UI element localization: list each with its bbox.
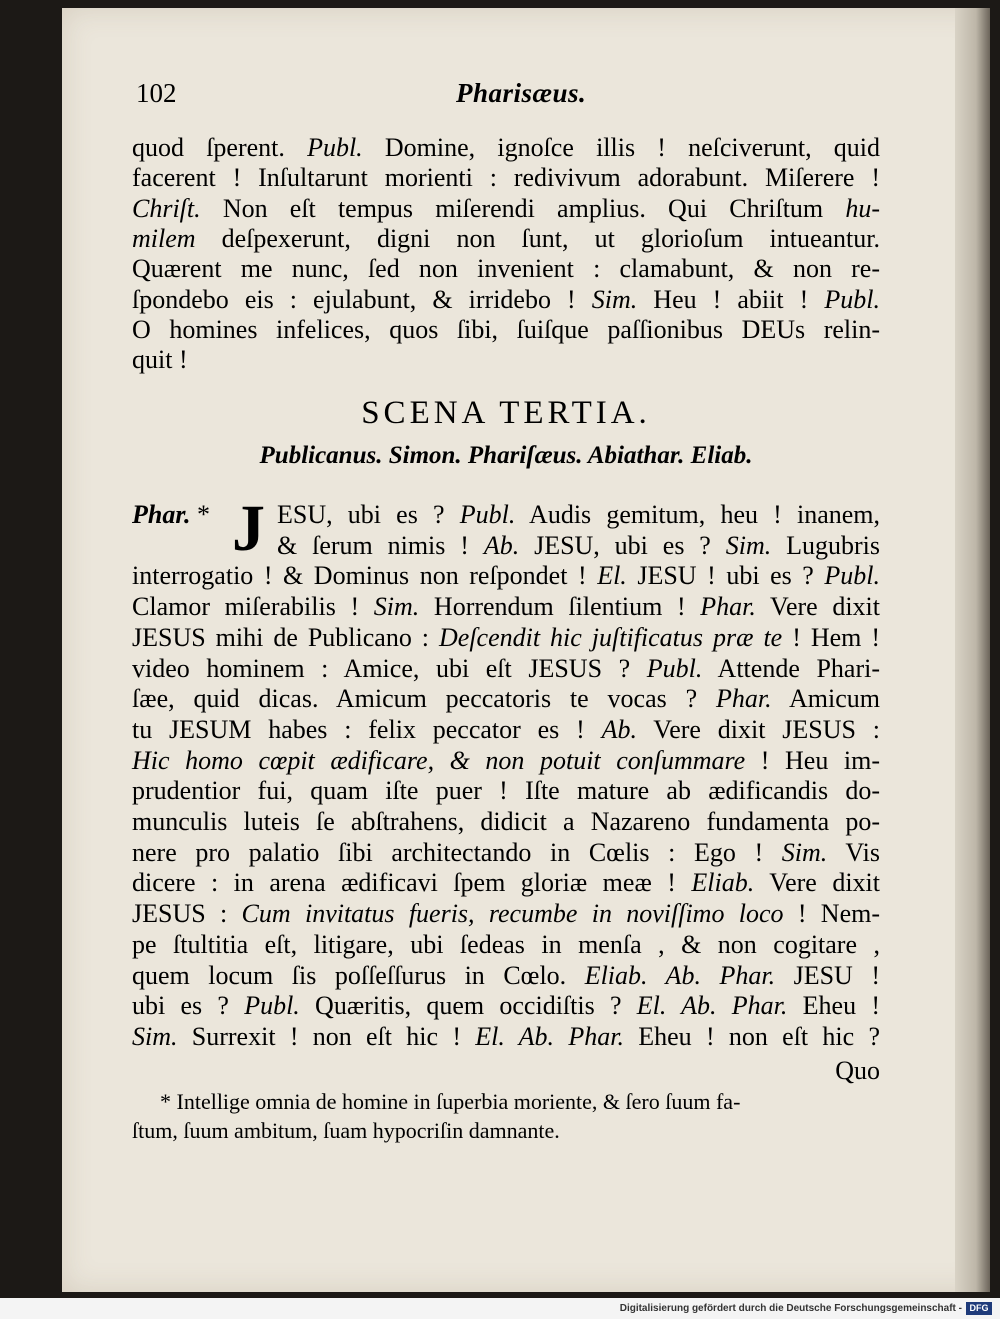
speaker-or-quote: Chriſt.	[132, 193, 201, 223]
footnote-line: * Intellige omnia de homine in ſuperbia moriente, & ſero ſuum fa-	[160, 1089, 741, 1114]
text-line: munculis luteis ſe abſtrahens, didicit a Nazareno fundamenta po-	[132, 807, 880, 836]
drop-cap: J	[232, 492, 265, 565]
text-line: prudentior fui, quam iſte puer ! Iſte mature ab ædificandis do-	[132, 776, 880, 806]
text-line: milem deſpexerunt, digni non ſunt, ut glorioſum intueantur.	[132, 223, 880, 253]
speaker-or-quote: Ab.	[601, 714, 637, 744]
speaker-or-quote: Sim.	[725, 530, 772, 560]
speaker-or-quote: milem	[132, 223, 196, 253]
text-line: Chriſt. Non eſt tempus miſerendi amplius. Qui Chriſtum hu-	[132, 193, 880, 223]
text-line: video hominem : Amice, ubi eſt JESUS ? Publ. Attende Phari-	[132, 653, 880, 683]
speaker-or-quote: Sim.	[781, 837, 828, 867]
speaker-or-quote: Sim.	[591, 284, 638, 314]
speaker-or-quote: Publ.	[824, 561, 880, 591]
speaker-or-quote: Phar.	[715, 684, 772, 714]
speaker-or-quote: Eliab.	[691, 868, 755, 898]
text-line: ubi es ? Publ. Quæritis, quem occidiſtis ? El. Ab. Phar. Eheu !	[132, 991, 881, 1021]
scene-title: SCENA TERTIA.	[361, 395, 651, 431]
speaker-or-quote: Phar.	[700, 592, 756, 622]
speaker-or-quote: El.	[597, 561, 627, 591]
speaker-or-quote: Publ.	[307, 133, 363, 162]
text-line: Quærent me nunc, ſed non invenient : clamabunt, & non re-	[132, 254, 880, 284]
catchword: Quo	[835, 1056, 880, 1085]
text-line: tu JESUM habes : felix peccator es ! Ab. Vere dixit JESUS :	[132, 714, 880, 744]
page-header	[136, 78, 881, 112]
text-line: pe ſtultitia eſt, litigare, ubi ſedeas in menſa , & non cogitare ,	[132, 929, 880, 959]
speaker-or-quote: Publ.	[646, 653, 703, 683]
text-line: nere pro palatio ſibi architectando in Cœlis : Ego ! Sim. Vis	[132, 837, 880, 867]
speaker-or-quote: El. Ab. Phar.	[475, 1021, 624, 1051]
speaker-or-quote: Ab.	[483, 530, 520, 560]
text-line: & ſerum nimis ! Ab. JESU, ubi es ? Sim. Lugubris	[277, 530, 880, 560]
text-line: JESUS : Cum invitatus fueris, recumbe in noviſſimo loco ! Nem-	[132, 899, 881, 929]
text-line: ſæe, quid dicas. Amicum peccatoris te vocas ? Phar. Amicum	[132, 684, 880, 714]
speaker-or-quote: hu-	[845, 193, 880, 223]
speaker-or-quote: El. Ab. Phar.	[636, 991, 788, 1021]
text-line: quem locum ſis poſſeſſurus in Cœlo. Eliab. Ab. Phar. JESU !	[132, 960, 881, 990]
speaker-or-quote: Publ.	[459, 500, 516, 529]
footnote-line: ſtum, ſuum ambitum, ſuam hypocriſin damnante.	[132, 1118, 560, 1143]
text-line: Clamor miſerabilis ! Sim. Horrendum ſilentium ! Phar. Vere dixit	[132, 592, 880, 622]
speaker-or-quote: Phar.	[132, 500, 191, 529]
speaker-or-quote: Deſcendit hic juſtificatus præ te	[439, 622, 783, 652]
page-edge	[955, 8, 990, 1292]
text-line: dicere : in arena ædificavi ſpem gloriæ meæ ! Eliab. Vere dixit	[132, 868, 880, 898]
text-line: Hic homo cœpit ædificare, & non potuit conſummare ! Heu im-	[132, 745, 880, 775]
speaker-or-quote: Sim.	[132, 1021, 178, 1051]
scene-persons: Publicanus. Simon. Phariſæus. Abiathar. Eliab.	[259, 442, 753, 469]
speaker-or-quote: Eliab. Ab. Phar.	[584, 960, 776, 990]
text-line: Sim. Surrexit ! non eſt hic ! El. Ab. Phar. Eheu ! non eſt hic ?	[132, 1021, 880, 1051]
text-line: quit !	[132, 345, 188, 375]
running-head: Pharisæus.	[456, 78, 587, 108]
speaker-or-quote: Publ.	[824, 284, 880, 314]
speaker-or-quote: Hic homo cœpit ædificare, & non potuit conſummare	[132, 745, 746, 775]
text-line: ſpondebo eis : ejulabunt, & irridebo ! Sim. Heu ! abiit ! Publ.	[132, 284, 880, 314]
text-line: facerent ! Inſultarunt morienti : redivivum adorabunt. Miſerere !	[132, 163, 880, 193]
text-line: ESU, ubi es ? Publ. Audis gemitum, heu ! inanem,	[277, 500, 881, 529]
speaker-or-quote: Publ.	[244, 991, 300, 1021]
text-line: JESUS mihi de Publicano : Deſcendit hic juſtificatus præ te ! Hem !	[132, 622, 881, 652]
text-line: quod ſperent. Publ. Domine, ignoſce illis ! neſciverunt, quid	[132, 133, 880, 162]
funding-notice: Digitalisierung gefördert durch die Deutsche Forschungsgemeinschaft -	[619, 1303, 962, 1314]
speaker-prefix: Phar. *	[132, 500, 211, 529]
page-number: 102	[136, 78, 177, 108]
text-line: interrogatio ! & Dominus non reſpondet ! El. JESU ! ubi es ? Publ.	[132, 561, 880, 591]
dfg-logo: DFG	[966, 1302, 992, 1315]
speaker-or-quote: Sim.	[373, 592, 420, 622]
text-line: O homines infelices, quos ſibi, ſuiſque paſſionibus DEUs relin-	[132, 314, 880, 344]
speaker-or-quote: Cum invitatus fueris, recumbe in noviſſimo loco	[241, 899, 784, 929]
